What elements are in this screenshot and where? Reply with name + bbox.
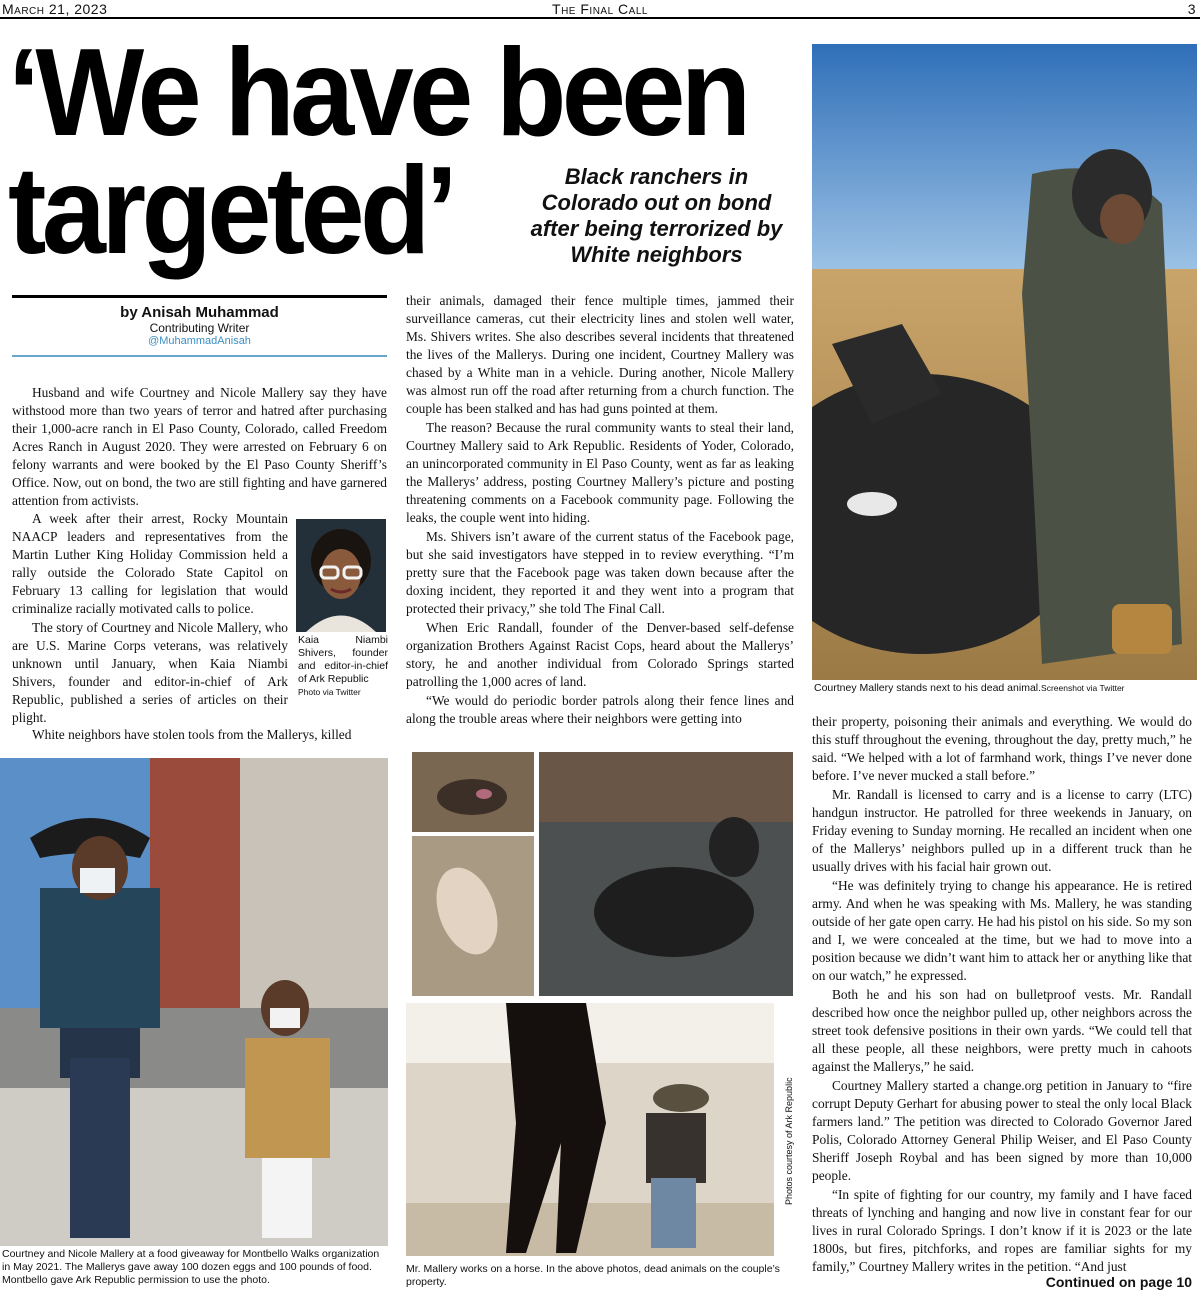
- couple-photo-image: [0, 758, 388, 1246]
- paragraph: their property, poisoning their animals and everything. We would do this stuff throughout the evening, throughout the day, pretty much,” he said. “We helped with a lot of farmhand work, things I’ve never done before. I’ve never mucked a stall before.”: [812, 714, 1192, 783]
- paragraph: Ms. Shivers isn’t aware of the current status of the Facebook page, but she said investigators have stepped in to review everything. “I’m pretty sure that the Facebook page was taken down because after the doxing incident, they reported it and they went into a program that protected their privacy,” she told The Final Call.: [406, 529, 794, 616]
- horse-photo-caption: Mr. Mallery works on a horse. In the above photos, dead animals on the couple’s property.: [406, 1263, 780, 1288]
- dead-animal-photo-2: [412, 836, 534, 996]
- paragraph: Both he and his son had on bulletproof vests. Mr. Randall described how once the neighbor pulled up, other neighbors across the street took defensive positions in their own yards. “We could tell that all these people, all these neighbors, were pretty much in cahoots against the Mallerys,” he said.: [812, 987, 1192, 1074]
- portrait-caption: [298, 634, 388, 699]
- dead-animal-image-2: [412, 836, 534, 996]
- main-photo-caption: [814, 682, 1199, 695]
- paragraph: White neighbors have stolen tools from the Mallerys, killed: [32, 727, 352, 742]
- dead-animal-photo-1: [412, 752, 534, 832]
- dead-animal-photo-3: [539, 752, 793, 996]
- headline-line-2: targeted’: [8, 142, 454, 280]
- continued-link[interactable]: Continued on page 10: [1045, 1274, 1192, 1290]
- author-handle[interactable]: @MuhammadAnisah: [148, 335, 251, 347]
- horse-photo: [406, 1003, 774, 1256]
- column-1-top: [12, 384, 387, 511]
- deck-subheadline: Black ranchers in Colorado out on bond after being terrorized by White neighbors: [530, 164, 783, 267]
- main-photo: [812, 44, 1197, 680]
- main-photo-credit: Screenshot via Twitter: [1041, 683, 1125, 693]
- portrait-credit: Photo via Twitter: [298, 687, 361, 697]
- author-role: Contributing Writer: [149, 321, 250, 335]
- page-number: 3: [1187, 1, 1196, 17]
- paragraph: Husband and wife Courtney and Nicole Mallery say they have withstood more than two years of terror and hatred after purchasing their 1,000-acre ranch in El Paso County, Colorado, called Freedom Acres Ranch in August 2020. They were arrested on February 6 on felony warrants and were booked by the El Paso County Sheriff’s Office. Now, out on bond, the two are still fighting and have garnered attention from activists.: [12, 385, 387, 508]
- paragraph: A week after their arrest, Rocky Mountain NAACP leaders and representatives from the Martin Luther King Holiday Commission held a rally outside the Colorado State Capitol on February 13 calling for legislation that would criminalize racially motivated calls to police.: [12, 511, 288, 616]
- author: by Anisah Muhammad: [120, 304, 279, 321]
- column-2: [406, 292, 794, 729]
- paragraph: Mr. Randall is licensed to carry and is a license to carry (LTC) handgun instructor. He patrolled for three weekends in January, on Friday evening to Sunday morning. He recalled an incident when one of the Mallerys’ neighbors pulled up in a different truck than he usually drives with his facial hair grown out.: [812, 787, 1192, 874]
- couple-photo-caption: Courtney and Nicole Mallery at a food giveaway for Montbello Walks organization in May 2021. The Mallerys gave away 100 dozen eggs and 100 pounds of food. Montbello gave Ark Republic permission to use the photo.: [2, 1248, 380, 1286]
- portrait-caption-text: Kaia Niambi Shivers, founder and editor-in-chief of Ark Republic: [298, 634, 388, 685]
- paragraph: “In spite of fighting for our country, my family and I have faced threats of lynching and hanging and now live in constant fear for our lives in rural Colorado Springs. I don’t know if it is 2023 or the late 1800s, but fires, pitchforks, and ropes are familiar sights for my family,” Courtney Mallery writes in the petition. “And just: [812, 1187, 1192, 1274]
- column-1-bottom: [12, 726, 387, 745]
- portrait-image: [296, 519, 386, 632]
- dead-animal-image-1: [412, 752, 534, 832]
- paragraph: “We would do periodic border patrols along their fence lines and along the trouble areas where their neighbors were getting into: [406, 693, 794, 726]
- column-1-narrow: [12, 510, 288, 728]
- main-photo-image: [812, 44, 1197, 680]
- portrait-photo: [296, 519, 386, 632]
- paragraph: When Eric Randall, founder of the Denver-based self-defense organization Brothers Against Racist Cops, heard about the Mallerys’ story, he and another individual from Colorado Springs started patrolling the 1,000 acres of land.: [406, 620, 794, 689]
- paper-name: The Final Call: [552, 1, 648, 17]
- issue-date: March 21, 2023: [2, 1, 108, 17]
- page-header: [0, 0, 1200, 19]
- paragraph: The story of Courtney and Nicole Mallery, who are U.S. Marine Corps veterans, was relatively unknown until January, when Kaia Niambi Shivers, founder and editor-in-chief of Ark Republic, published a series of articles on their plight.: [12, 620, 288, 725]
- horse-photo-image: [406, 1003, 774, 1256]
- paragraph: Courtney Mallery started a change.org petition in January to “fire corrupt Deputy Gerhart for abusing power to steal the only local Black farmers land.” The petition was directed to Colorado Governor Jared Polis, Colorado Attorney General Philip Weiser, and El Paso County Sheriff Joseph Roybal and has been signed by more than 10,000 people.: [812, 1078, 1192, 1183]
- column-3: [812, 713, 1192, 1277]
- headline-line-1: ‘We have been: [8, 24, 747, 162]
- paragraph: their animals, damaged their fence multiple times, jammed their surveillance cameras, cut their electricity lines and stolen well water, Ms. Shivers writes. She also describes several incidents that threatened the lives of the Mallerys. During one incident, Courtney Mallery was chased by a White man in a vehicle. During another, Nicole Mallery was almost run off the road after returning from a church function. The couple has been stalked and has had guns pointed at them.: [406, 293, 794, 416]
- paragraph: “He was definitely trying to change his appearance. He is retired army. And when he was speaking with Ms. Mallery, he was standing outside of her gate open carry. He had his pistol on his side. So my son and I, we were concealed at the time, but we had to move into a position because we didn’t want him to attack her or anything like that on our watch,” he expressed.: [812, 878, 1192, 983]
- horse-photo-credit: Photos courtesy of Ark Republic: [784, 1077, 794, 1205]
- byline: [12, 295, 387, 357]
- couple-photo: [0, 758, 388, 1246]
- paragraph: The reason? Because the rural community wants to steal their land, Courtney Mallery said to Ark Republic. Residents of Yoder, Colorado, an unincorporated community in El Paso County, went as far as leaking the Mallerys’ address, posting Courtney Mallery’s picture and posting threatening comments on a Facebook community page. Following the leaks, the couple went into hiding.: [406, 420, 794, 525]
- dead-animal-image-3: [539, 752, 793, 996]
- main-photo-caption-text: Courtney Mallery stands next to his dead animal.: [814, 682, 1042, 694]
